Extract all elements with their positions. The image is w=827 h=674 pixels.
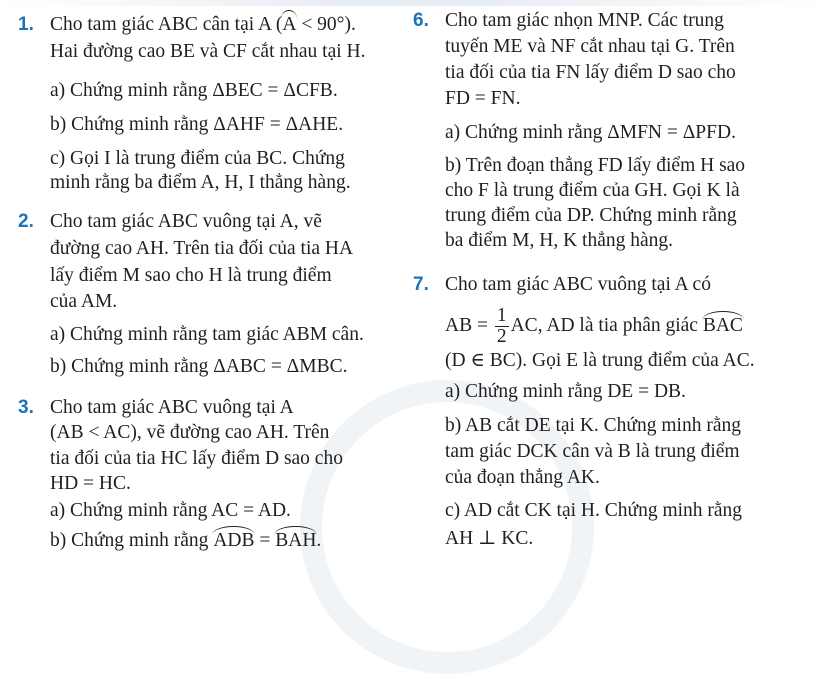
subquestion-c-cont: minh rằng ba điểm A, H, I thẳng hàng. — [50, 172, 351, 193]
problem-statement-line: tia đối của tia FN lấy điểm D sao cho — [445, 62, 736, 83]
problem-statement-line: (D ∈ BC). Gọi E là trung điểm của AC. — [445, 350, 755, 371]
subquestion-b-cont: tam giác DCK cân và B là trung điểm — [445, 441, 740, 462]
problem-number: 6. — [413, 10, 429, 31]
subquestion-b: b) Chứng minh rằng ΔAHF = ΔAHE. — [50, 114, 344, 135]
subquestion-a: a) Chứng minh rằng ΔMFN = ΔPFD. — [445, 122, 736, 143]
subquestion-b-cont: của đoạn thẳng AK. — [445, 467, 600, 488]
subquestion-a: a) Chứng minh rằng AC = AD. — [50, 500, 291, 521]
angle-mark: BAH — [275, 528, 316, 554]
problem-statement-line: lấy điểm M sao cho H là trung điểm — [50, 265, 332, 286]
subquestion-b: b) Chứng minh rằng ΔABC = ΔMBC. — [50, 356, 348, 377]
subquestion-b-cont: ba điểm M, H, K thẳng hàng. — [445, 230, 674, 251]
problem-number: 1. — [18, 14, 34, 35]
problem-statement-line: Cho tam giác nhọn MNP. Các trung — [445, 10, 724, 31]
subquestion-a: a) Chứng minh rằng ΔBEC = ΔCFB. — [50, 80, 338, 101]
angle-mark: A — [282, 12, 296, 38]
problem-number: 3. — [18, 397, 34, 418]
problem-statement-line: Hai đường cao BE và CF cắt nhau tại H. — [50, 41, 366, 62]
problem-statement-line: Cho tam giác ABC vuông tại A — [50, 397, 294, 418]
problem-statement-line: Cho tam giác ABC cân tại A (A < 90°). — [50, 12, 356, 38]
problem-statement-line: đường cao AH. Trên tia đối của tia HA — [50, 238, 354, 259]
subquestion-b-cont: trung điểm của DP. Chứng minh rằng — [445, 205, 737, 226]
problem-number: 7. — [413, 274, 429, 295]
fraction: $\frac{1}{2}$ — [496, 305, 507, 347]
subquestion-b: b) Chứng minh rằng ADB = BAH. — [50, 528, 321, 554]
subquestion-c: c) AD cắt CK tại H. Chứng minh rằng — [445, 500, 743, 521]
subquestion-c-cont: AH ⊥ KC. — [445, 528, 534, 549]
problem-statement-line: AB = $\frac{1}{2}$ AC, AD là tia phân giác BAC — [445, 305, 743, 347]
problem-statement-line: tuyến ME và NF cắt nhau tại G. Trên — [445, 36, 735, 57]
subquestion-c: c) Gọi I là trung điểm của BC. Chứng — [50, 148, 345, 169]
problem-number: 2. — [18, 211, 34, 232]
problem-statement-line: Cho tam giác ABC vuông tại A có — [445, 274, 711, 295]
angle-mark: ADB — [213, 528, 254, 554]
subquestion-a: a) Chứng minh rằng tam giác ABM cân. — [50, 324, 364, 345]
problem-statement-line: FD = FN. — [445, 88, 521, 109]
subquestion-a: a) Chứng minh rằng DE = DB. — [445, 381, 686, 402]
subquestion-b: b) Trên đoạn thẳng FD lấy điểm H sao — [445, 155, 746, 176]
problem-statement-line: (AB < AC), vẽ đường cao AH. Trên — [50, 422, 330, 443]
angle-mark: BAC — [703, 313, 743, 339]
problem-statement-line: của AM. — [50, 291, 118, 312]
problem-statement-line: Cho tam giác ABC vuông tại A, vẽ — [50, 211, 322, 232]
problem-statement-line: tia đối của tia HC lấy điểm D sao cho — [50, 448, 343, 469]
subquestion-b: b) AB cắt DE tại K. Chứng minh rằng — [445, 415, 741, 436]
page-top-band — [0, 0, 827, 6]
subquestion-b-cont: cho F là trung điểm của GH. Gọi K là — [445, 180, 740, 201]
problem-statement-line: HD = HC. — [50, 473, 131, 494]
